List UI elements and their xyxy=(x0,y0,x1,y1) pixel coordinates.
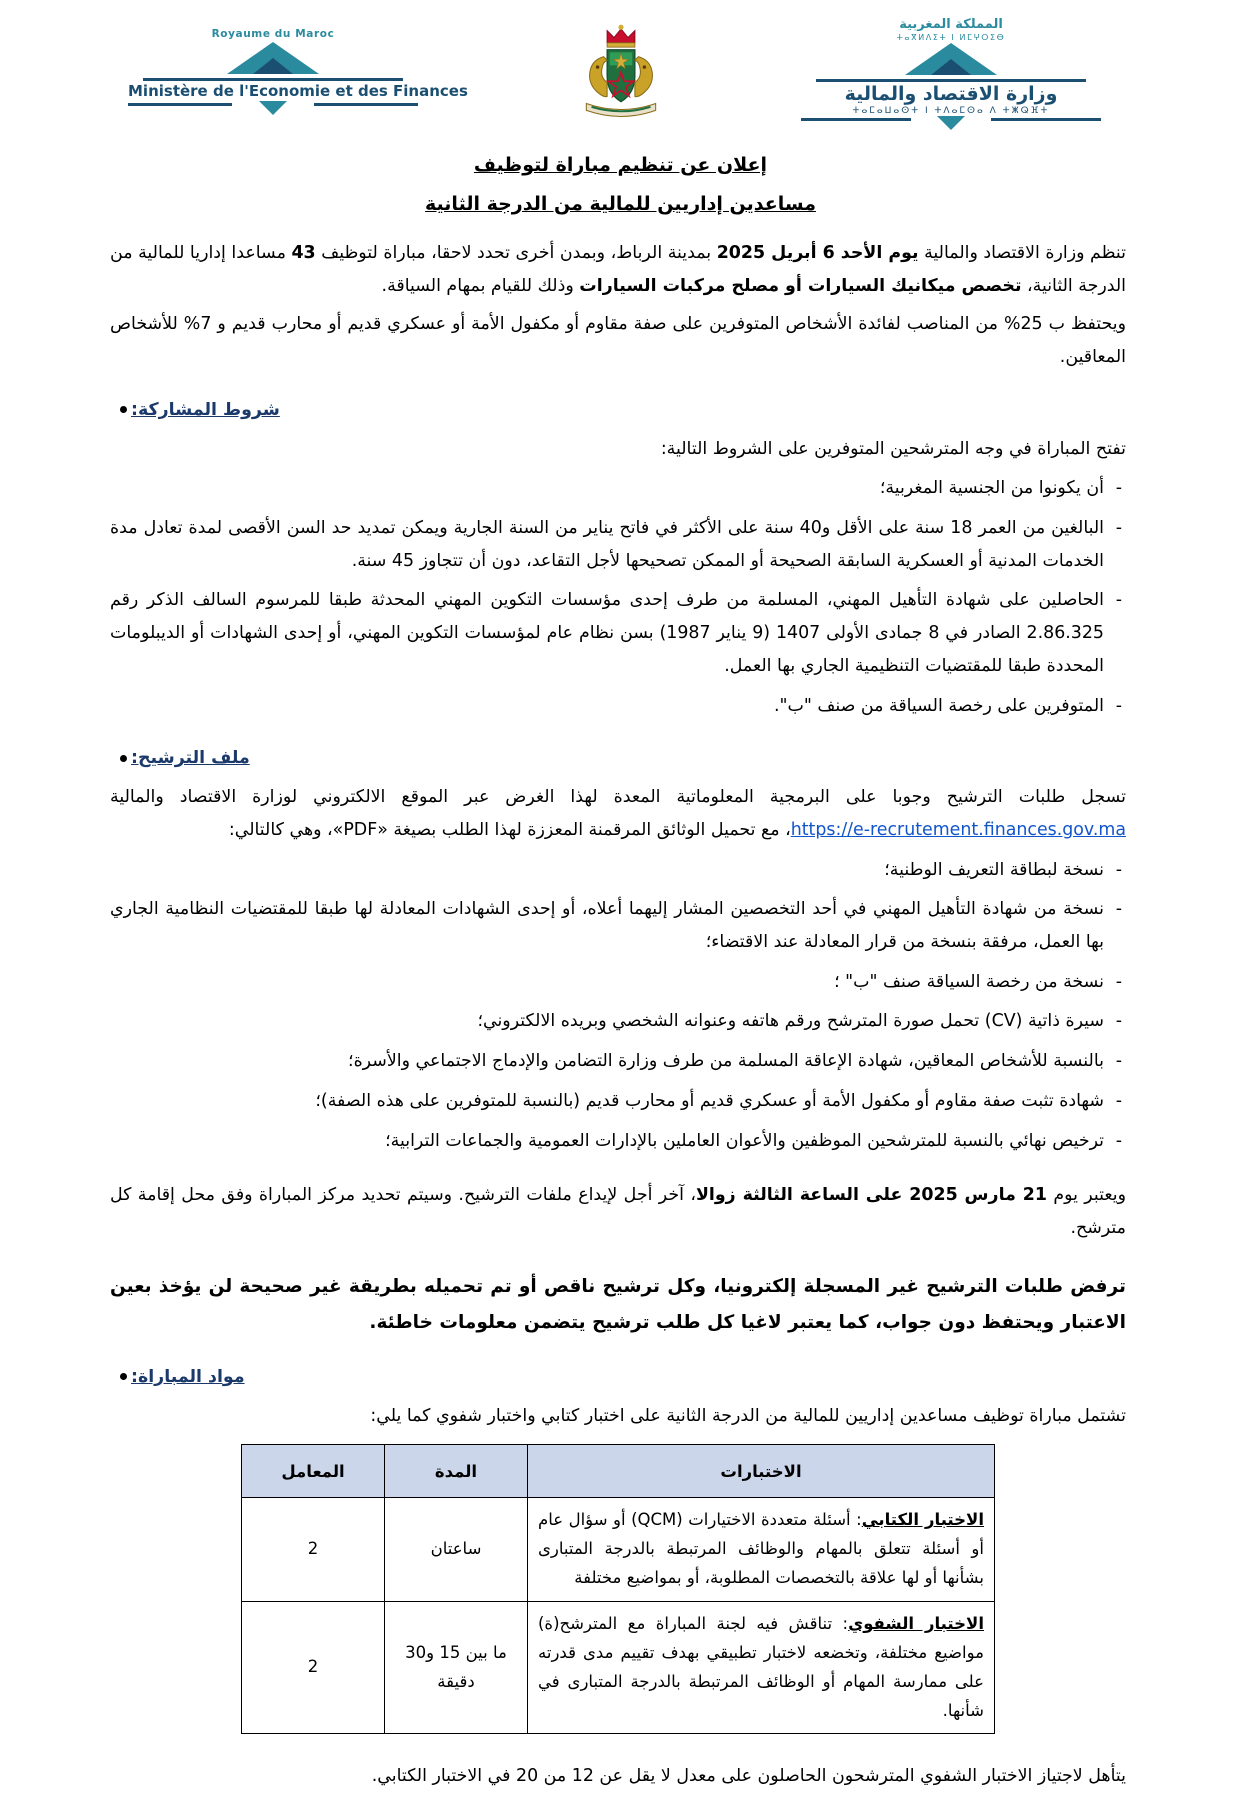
column-header-exams: الاختبارات xyxy=(528,1445,995,1498)
logo-kingdom-label-tifinagh: ⵜⴰⴳⵍⴷⵉⵜ ⵏ ⵍⵎⵖⵔⵉⴱ xyxy=(896,33,1006,43)
cell-coefficient-written: 2 xyxy=(242,1498,385,1602)
application-documents-list xyxy=(110,854,1126,1158)
section-heading-conditions xyxy=(110,394,1126,427)
deadline-text-a: ويعتبر يوم xyxy=(1046,1185,1127,1206)
chevron-up-small-icon-right xyxy=(931,59,971,75)
chevron-up-small-icon xyxy=(253,58,293,74)
list-item: - نسخة لبطاقة التعريف الوطنية؛ xyxy=(110,854,1126,887)
logo-footer-left xyxy=(128,101,418,115)
intro-text-c: بمدينة الرباط، وبمدن أخرى تحدد لاحقا، مباراة لتوظيف xyxy=(315,243,717,263)
list-item: - المتوفرين على رخصة السياقة من صنف "ب". xyxy=(110,690,1126,723)
intro-paragraph xyxy=(110,237,1126,302)
e-recruitment-link[interactable]: https://e-recrutement.finances.gov.ma xyxy=(790,819,1126,840)
list-item: - شهادة تثبت صفة مقاوم أو مكفول الأمة أو عسكري قديم أو محارب قديم (بالنسبة للمتوفرين على هذه الصفة)؛ xyxy=(110,1085,1126,1118)
intro-count-bold: 43 xyxy=(291,243,316,263)
chevron-down-icon-right xyxy=(937,116,965,130)
section-heading-exam xyxy=(110,1361,1126,1394)
written-exam-body: : أسئلة متعددة الاختيارات (QCM) أو سؤال عام أو أسئلة تتعلق بالمهام والوظائف المرتبطة بالدرجة المتبارى بشأنها أو لها علاقة بالتخصصات المطلوبة، أو بمواضيع مختلفة xyxy=(538,1510,984,1587)
conditions-list xyxy=(110,472,1126,722)
document-subtitle: مساعدين إداريين للمالية من الدرجة الثانية xyxy=(425,193,816,215)
bullet-point-icon xyxy=(120,755,127,762)
rejection-warning: ترفض طلبات الترشيح غير المسجلة إلكترونيا، وكل ترشيح ناقص أو تم تحميله بطريقة غير صحيحة لن يؤخذ بعين الاعتبار ويحتفظ دون جواب، كما يعتبر لاغيا كل طلب ترشيح يتضمن معلومات خاطئة. xyxy=(110,1275,1126,1333)
list-item: - ترخيص نهائي بالنسبة للمترشحين الموظفين والأعوان العاملين بالإدارات العمومية والجماعات الترابية؛ xyxy=(110,1125,1126,1158)
document-header xyxy=(0,0,1241,140)
section-heading-application xyxy=(110,742,1126,775)
deadline-date-bold: 21 مارس 2025 على الساعة الثالثة زوالا xyxy=(695,1185,1047,1206)
list-item: - نسخة من شهادة التأهيل المهني في أحد التخصصين المشار إليهما أعلاه، أو إحدى الشهادات المعادلة لها طبقا للمقتضيات النظامية الجاري بها العمل، مرفقة بنسخة من قرار المعادلة عند الاقتضاء؛ xyxy=(110,893,1126,958)
intro-text-g: وذلك للقيام بمهام السياقة. xyxy=(381,275,580,296)
document-title: إعلان عن تنظيم مباراة لتوظيف xyxy=(473,154,768,176)
intro-text-e: مساعدا إداريا للمالية من الدرجة الثانية، xyxy=(110,243,1126,296)
section-heading-conditions-inner xyxy=(120,394,1126,427)
logo-divider-top-right xyxy=(816,79,1086,82)
logo-divider-bottom-right-b xyxy=(991,118,1101,121)
section-heading-exam-inner xyxy=(120,1361,1126,1394)
chevron-down-icon-left xyxy=(259,101,287,115)
table-header-row xyxy=(242,1445,995,1498)
logo-divider-top-left xyxy=(143,78,403,81)
logo-divider-bottom-left-b xyxy=(314,103,418,106)
exam-table xyxy=(241,1444,995,1734)
cell-exam-oral xyxy=(528,1601,995,1734)
list-item: - بالنسبة للأشخاص المعاقين، شهادة الإعاقة المسلمة من طرف وزارة التضامن والإدماج الاجتماعي والأسرة؛ xyxy=(110,1045,1126,1078)
logo-chevron-mark-right xyxy=(801,43,1101,79)
deadline-text-c: ، آخر أجل لإيداع ملفات الترشيح. وسيتم تحديد مركز المباراة وفق محل إقامة كل مترشح. xyxy=(110,1185,1126,1238)
oral-exam-label: الاختبار الشفوي xyxy=(848,1613,984,1633)
exam-lead: تشتمل مباراة توظيف مساعدين إداريين للمالية من الدرجة الثانية على اختبار كتابي واختبار شفوي كما يلي: xyxy=(370,1405,1126,1426)
document-body xyxy=(0,237,1241,1793)
list-item: - سيرة ذاتية (CV) تحمل صورة المترشح ورقم هاتفه وعنوانه الشخصي وبريده الالكتروني؛ xyxy=(110,1005,1126,1038)
logo-ministry-label-fr: Ministère de l'Economie et des Finances xyxy=(128,82,468,100)
cell-duration-written: ساعتان xyxy=(385,1498,528,1602)
application-lead-text-a: تسجل طلبات الترشيح وجوبا على البرمجية المعلوماتية المعدة لهذا الغرض عبر الموقع الالكتروني لوزارة الاقتصاد والمالية xyxy=(110,787,1126,808)
logo-kingdom-label-fr: Royaume du Maroc xyxy=(211,28,335,40)
logo-kingdom-label-ar: المملكة المغربية xyxy=(899,17,1003,32)
application-lead-text-b: ، مع تحميل الوثائق المرقمنة المعززة لهذا الطلب بصيغة «PDF»، وهي كالتالي: xyxy=(228,819,791,840)
section-heading-exam-label: مواد المباراة: xyxy=(131,1366,245,1387)
logo-ministry-label-ar: وزارة الاقتصاد والمالية xyxy=(844,83,1058,106)
morocco-coat-of-arms-icon xyxy=(569,22,673,126)
list-item: - البالغين من العمر 18 سنة على الأقل و40 سنة على الأكثر في فاتح يناير من السنة الجارية ويمكن تمديد حد السن الأقصى لمدة تعادل مدة الخدمات المدنية أو العسكرية السابقة الصحيحة أو الممكن تصحيحها لأجل التقاعد، دون أن تتجاوز 45 سنة. xyxy=(110,512,1126,577)
exam-table-body xyxy=(242,1498,995,1734)
conditions-lead: تفتح المباراة في وجه المترشحين المتوفرين على الشروط التالية: xyxy=(660,438,1126,459)
exam-table-head xyxy=(242,1445,995,1498)
intro-specialty-bold: تخصص ميكانيك السيارات أو مصلح مركبات السيارات xyxy=(579,275,1022,296)
bullet-point-icon xyxy=(120,406,127,413)
table-row xyxy=(242,1498,995,1602)
logo-footer-right xyxy=(801,116,1101,130)
column-header-duration: المدة xyxy=(385,1445,528,1498)
list-item: - نسخة من رخصة السياقة صنف "ب" ؛ xyxy=(110,966,1126,999)
section-heading-conditions-label: شروط المشاركة: xyxy=(131,399,280,420)
cell-duration-oral: ما بين 15 و30 دقيقة xyxy=(385,1601,528,1734)
logo-ministry-french xyxy=(128,28,468,115)
logo-ministry-label-tifinagh: ⵜⴰⵎⴰⵡⴰⵙⵜ ⵏ ⵜⴷⴰⵎⵙⴰ ⴷ ⵜⵥⵕⴼⵜ xyxy=(852,106,1050,117)
cell-coefficient-oral: 2 xyxy=(242,1601,385,1734)
intro-text-a: تنظم وزارة الاقتصاد والمالية xyxy=(918,243,1126,263)
deadline-paragraph xyxy=(110,1179,1126,1244)
list-item: - أن يكونوا من الجنسية المغربية؛ xyxy=(110,472,1126,505)
column-header-coefficient: المعامل xyxy=(242,1445,385,1498)
quota-paragraph: ويحتفظ ب 25% من المناصب لفائدة الأشخاص المتوفرين على صفة مقاوم أو مكفول الأمة أو عسكري قديم أو محارب قديم و 7% للأشخاص المعاقين. xyxy=(110,314,1126,368)
section-heading-application-inner xyxy=(120,742,1126,775)
intro-date-bold: يوم الأحد 6 أبريل 2025 xyxy=(716,243,919,263)
oral-exam-body: : تناقش فيه لجنة المباراة مع المترشح(ة) مواضيع مختلفة، وتخضعه لاختبار تطبيقي بهدف تقييم مدى قدرته على ممارسة المهام أو الوظائف المرتبطة بالدرجة المتبارى في شأنها. xyxy=(538,1613,984,1720)
written-exam-label: الاختبار الكتابي xyxy=(861,1510,984,1530)
qualification-note: يتأهل لاجتياز الاختبار الشفوي المترشحون الحاصلون على معدل لا يقل عن 12 من 20 في الاختبار الكتابي. xyxy=(371,1766,1126,1787)
logo-divider-bottom-right-a xyxy=(801,118,911,121)
list-item: - الحاصلين على شهادة التأهيل المهني، المسلمة من طرف إحدى مؤسسات التكوين المهني المحدثة طبقا للمرسوم السالف الذكر رقم 2.86.325 الصادر في 8 جمادى الأولى 1407 (9 يناير 1987) بسن نظام عام لمؤسسات التكوين المهني، أو إحدى الشهادات أو الديبلومات المحددة طبقا للمقتضيات التنظيمية الجاري بها العمل. xyxy=(110,584,1126,682)
table-row xyxy=(242,1601,995,1734)
coat-of-arms-container xyxy=(561,22,681,130)
cell-exam-written xyxy=(528,1498,995,1602)
bullet-point-icon xyxy=(120,1373,127,1380)
application-lead xyxy=(110,781,1126,846)
logo-divider-bottom-left-a xyxy=(128,103,232,106)
logo-chevron-mark-left xyxy=(128,42,418,78)
section-heading-application-label: ملف الترشيح: xyxy=(131,748,250,769)
logo-ministry-arabic xyxy=(801,18,1101,130)
